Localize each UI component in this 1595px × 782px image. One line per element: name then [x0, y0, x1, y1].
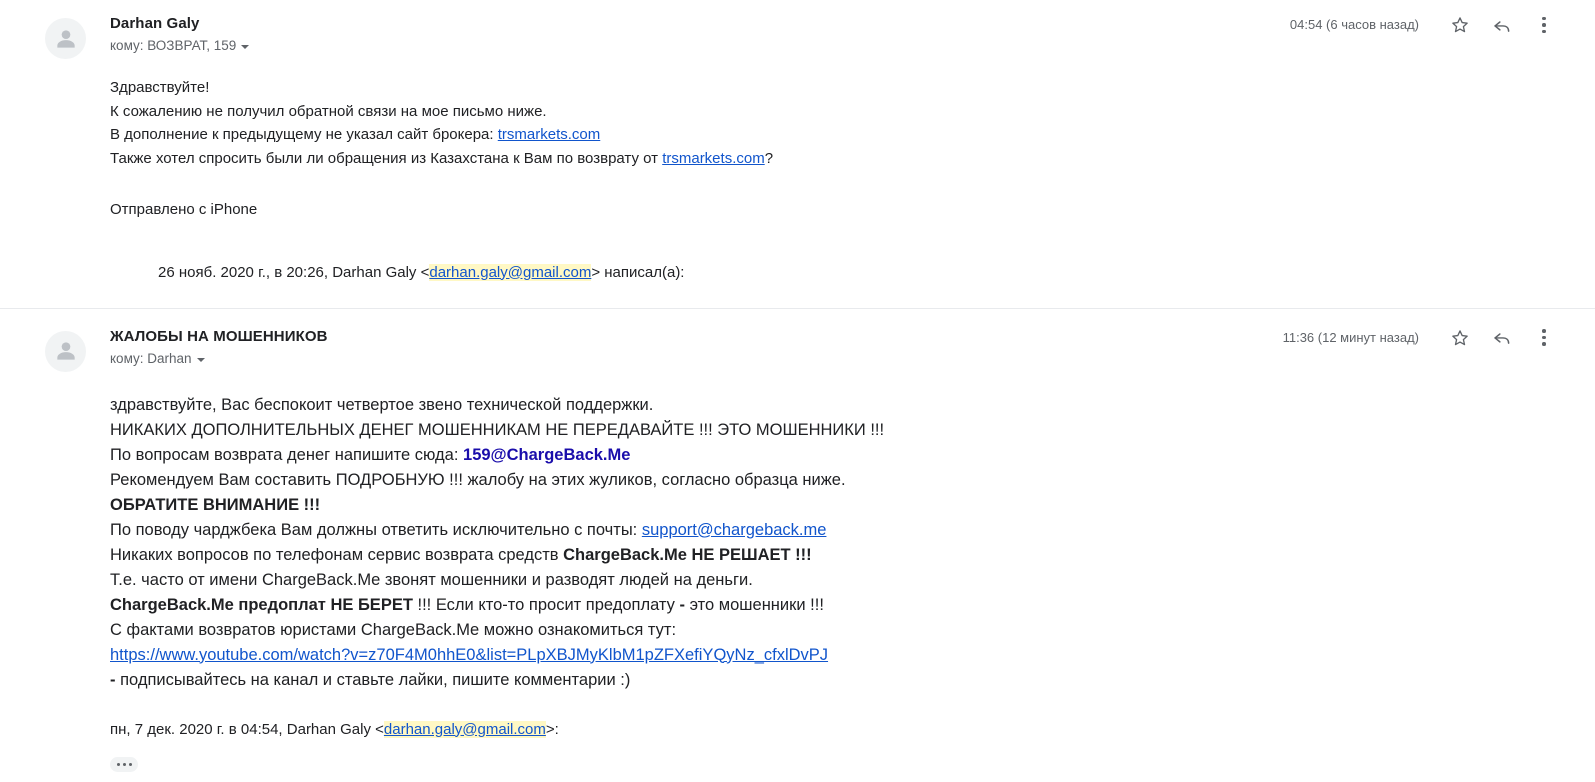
quoted-email-link[interactable]: darhan.galy@gmail.com	[429, 263, 592, 281]
email-message-1	[0, 0, 1595, 294]
reply-icon[interactable]	[1491, 327, 1513, 349]
body-text: !!! Если кто-то просит предоплату	[412, 595, 680, 614]
body-text-bold: -	[110, 670, 116, 689]
quoted-header	[0, 262, 1595, 284]
message-header	[0, 14, 1595, 58]
body-line	[110, 543, 1535, 568]
quote-text: пн, 7 дек. 2020 г. в 04:54, Darhan Galy <	[110, 720, 384, 738]
blank-line	[110, 170, 1535, 198]
body-line: НИКАКИХ ДОПОЛНИТЕЛЬНЫХ ДЕНЕГ МОШЕННИКАМ НЕ ПЕРЕДАВАЙТЕ !!! ЭТО МОШЕННИКИ !!!	[110, 420, 885, 439]
body-text: ?	[764, 149, 774, 167]
body-line: Т.е. часто от имени ChargeBack.Me звонят мошенники и разводят людей на деньги.	[110, 570, 753, 589]
body-line: Отправлено с iPhone	[110, 201, 258, 218]
body-text-bold: ChargeBack.Me предоплат НЕ БЕРЕТ	[110, 595, 413, 614]
message-timestamp: 11:36 (12 минут назад)	[1282, 329, 1419, 345]
sender-name: ЖАЛОБЫ НА МОШЕННИКОВ	[110, 327, 328, 345]
email-message-2	[0, 308, 1595, 782]
body-line	[110, 668, 1535, 693]
star-icon[interactable]	[1449, 327, 1471, 349]
body-line: К сожалению не получил обратной связи на мое письмо ниже.	[110, 102, 547, 120]
chevron-down-icon[interactable]	[197, 358, 205, 362]
message-body	[0, 76, 1595, 222]
message-timestamp: 04:54 (6 часов назад)	[1289, 17, 1419, 32]
quoted-email-link[interactable]: darhan.galy@gmail.com	[383, 720, 546, 738]
body-line	[110, 443, 1535, 468]
youtube-playlist-link[interactable]: https://www.youtube.com/watch?v=z70F4M0hhE0&list=PLpXBJMyKlbM1pZFXefiYQyNz_cfxlDvPJ	[110, 645, 829, 664]
body-text-bold: ChargeBack.Me НЕ РЕШАЕТ !!!	[563, 545, 812, 564]
body-line: Рекомендуем Вам составить ПОДРОБНУЮ !!! жалобу на этих жуликов, согласно образца ниже.	[110, 470, 846, 489]
recipient-details[interactable]	[110, 36, 249, 56]
body-line: С фактами возвратов юристами ChargeBack.Me можно ознакомиться тут:	[110, 620, 677, 639]
body-line: здравствуйте, Вас беспокоит четвертое звено технической поддержки.	[110, 395, 654, 414]
recipient-label: кому: ВОЗВРАТ, 159	[110, 38, 237, 53]
chevron-down-icon[interactable]	[241, 45, 249, 49]
quoted-header	[0, 719, 1595, 741]
broker-site-link[interactable]: trsmarkets.com	[497, 126, 601, 143]
body-text: По поводу чарджбека Вам должны ответить исключительно с почты:	[110, 520, 642, 539]
body-text: Также хотел спросить были ли обращения из Казахстана к Вам по возврату от	[110, 149, 663, 167]
quote-text: > написал(а):	[591, 263, 685, 281]
quote-text: >:	[545, 720, 559, 738]
message-actions	[1290, 14, 1555, 36]
message-body	[0, 393, 1595, 693]
body-line	[110, 643, 1535, 668]
recipient-details[interactable]	[110, 349, 205, 369]
body-line	[110, 147, 1535, 171]
reply-icon[interactable]	[1491, 14, 1513, 36]
body-line	[110, 593, 1535, 618]
body-text: подписывайтесь на канал и ставьте лайки, пишите комментарии :)	[115, 670, 631, 689]
sender-name: Darhan Galy	[110, 15, 200, 32]
body-text: это мошенники !!!	[684, 595, 824, 614]
body-line	[110, 518, 1535, 543]
broker-site-link[interactable]: trsmarkets.com	[662, 149, 765, 167]
body-text: По вопросам возврата денег напишите сюда:	[110, 445, 464, 464]
body-text-bold: -	[679, 595, 685, 614]
quote-text: 26 нояб. 2020 г., в 20:26, Darhan Galy <	[158, 263, 430, 281]
message-actions	[1283, 327, 1555, 349]
more-vert-icon[interactable]	[1533, 14, 1555, 36]
body-line	[110, 123, 1535, 147]
body-line: Здравствуйте!	[110, 79, 210, 96]
show-trimmed-content-icon[interactable]	[110, 757, 138, 772]
more-vert-icon[interactable]	[1533, 327, 1555, 349]
body-text: Никаких вопросов по телефонам сервис возврата средств	[110, 545, 564, 564]
body-line-attention: ОБРАТИТЕ ВНИМАНИЕ !!!	[110, 495, 321, 514]
recipient-label: кому: Darhan	[110, 350, 192, 366]
star-icon[interactable]	[1449, 14, 1471, 36]
message-header	[0, 323, 1595, 371]
body-text: В дополнение к предыдущему не указал сайт брокера:	[110, 126, 498, 143]
chargeback-email-link[interactable]: 159@ChargeBack.Me	[463, 445, 631, 464]
support-email-link[interactable]: support@chargeback.me	[641, 520, 827, 539]
